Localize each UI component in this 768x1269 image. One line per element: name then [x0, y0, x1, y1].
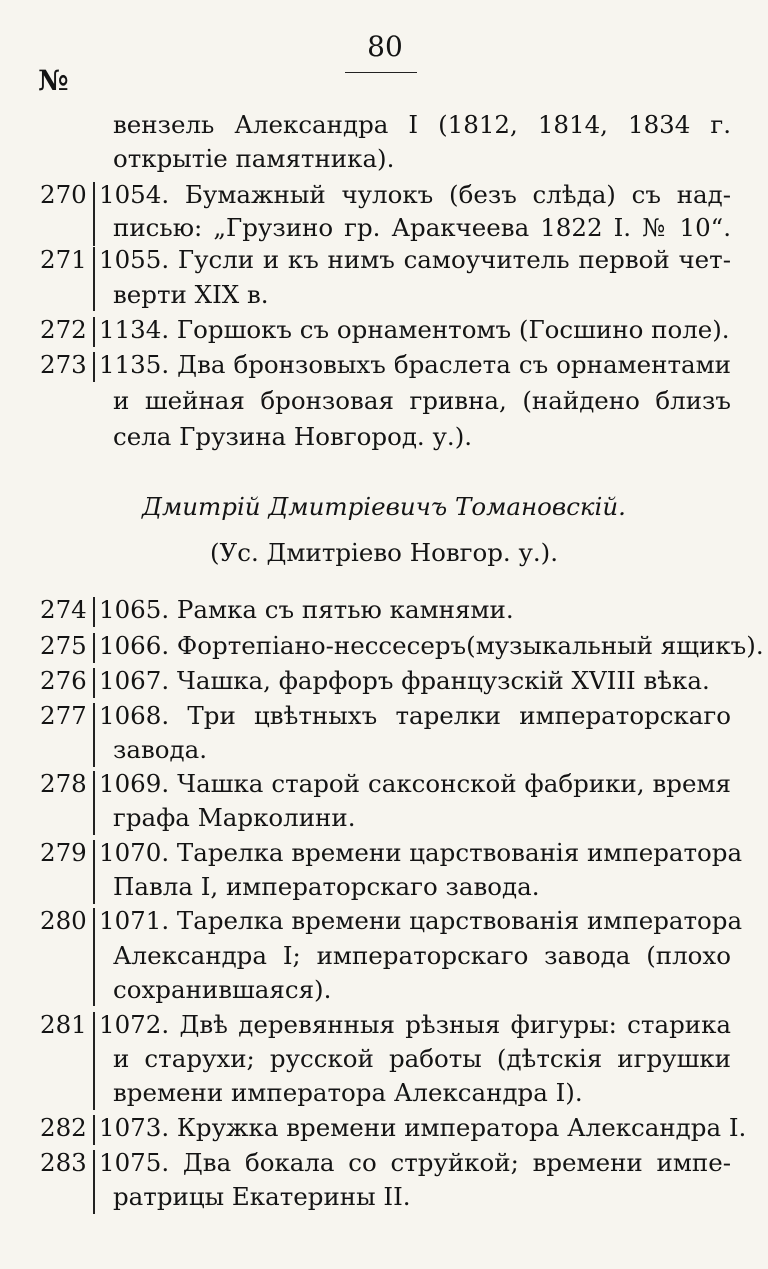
column-divider: [93, 1115, 95, 1145]
column-divider: [93, 840, 95, 904]
page-number: 80: [367, 30, 403, 63]
page-number-rule: [345, 72, 417, 73]
column-divider: [93, 703, 95, 767]
entry-line: графа Марколини.: [113, 803, 356, 832]
entry-number: 272: [40, 315, 87, 344]
entry-line: открытіе памятника).: [113, 144, 395, 173]
entry-line: 1072. Двѣ деревянныя рѣзныя фигуры: старика: [99, 1010, 731, 1039]
entry-line: 1069. Чашка старой саксонской фабрики, время: [99, 769, 731, 798]
entry-number: 280: [40, 906, 87, 935]
entry-number: 282: [40, 1113, 87, 1142]
entry-number: 274: [40, 595, 87, 624]
entry-number: 270: [40, 180, 87, 209]
entry-number: 276: [40, 666, 87, 695]
entry-number: 271: [40, 245, 87, 274]
section-owner-heading: Дмитрій Дмитріевичъ Томановскій.: [142, 492, 626, 521]
column-divider: [93, 1012, 95, 1110]
entry-line: 1073. Кружка времени императора Александра I.: [99, 1113, 747, 1142]
entry-line: 1068. Три цвѣтныхъ тарелки императорскаго: [99, 701, 731, 730]
entry-line: и старухи; русской работы (дѣтскія игрушки: [113, 1044, 731, 1073]
entry-line: 1075. Два бокала со струйкой; времени импе-: [99, 1148, 731, 1177]
entry-line: 1067. Чашка, фарфоръ французскій XVIII вѣка.: [99, 666, 710, 695]
section-location: (Ус. Дмитріево Новгор. у.).: [209, 538, 559, 567]
entry-line: 1065. Рамка съ пятью камнями.: [99, 595, 514, 624]
entry-number: 281: [40, 1010, 87, 1039]
column-divider: [93, 182, 95, 246]
entry-line: писью: „Грузино гр. Аракчеева 1822 I. № 10“.: [113, 213, 731, 242]
entry-line: ратрицы Екатерины II.: [113, 1182, 411, 1211]
entry-number: 278: [40, 769, 87, 798]
entry-number: 283: [40, 1148, 87, 1177]
entry-line: 1066. Фортепіано-нессесеръ(музыкальный ящикъ).: [99, 631, 764, 660]
entry-line: 1054. Бумажный чулокъ (безъ слѣда) съ над-: [99, 180, 731, 209]
entry-line: 1135. Два бронзовыхъ браслета съ орнаментами: [99, 350, 731, 379]
column-divider: [93, 317, 95, 347]
entry-line: Александра I; императорскаго завода (плохо: [113, 941, 731, 970]
entry-number: 277: [40, 701, 87, 730]
column-divider: [93, 597, 95, 627]
entry-number: 279: [40, 838, 87, 867]
entry-line: 1134. Горшокъ съ орнаментомъ (Госшино поле).: [99, 315, 730, 344]
entry-line: села Грузина Новгород. у.).: [113, 422, 473, 451]
column-divider: [93, 908, 95, 1006]
number-column-sign: №: [38, 64, 69, 97]
entry-line: 1070. Тарелка времени царствованія императора: [99, 838, 743, 867]
column-divider: [93, 1150, 95, 1214]
column-divider: [93, 247, 95, 311]
entry-line: вензель Александра I (1812, 1814, 1834 г.: [113, 110, 731, 139]
column-divider: [93, 668, 95, 698]
entry-line: времени императора Александра I).: [113, 1078, 583, 1107]
entry-line: 1055. Гусли и къ нимъ самоучитель первой чет-: [99, 245, 731, 274]
entry-number: 275: [40, 631, 87, 660]
entry-line: 1071. Тарелка времени царствованія императора: [99, 906, 743, 935]
entry-number: 273: [40, 350, 87, 379]
column-divider: [93, 771, 95, 835]
column-divider: [93, 352, 95, 382]
column-divider: [93, 633, 95, 663]
entry-line: верти XIX в.: [113, 280, 269, 309]
entry-line: и шейная бронзовая гривна, (найдено близъ: [113, 386, 731, 415]
entry-line: Павла I, императорскаго завода.: [113, 872, 540, 901]
entry-line: завода.: [113, 735, 207, 764]
entry-line: сохранившаяся).: [113, 975, 332, 1004]
